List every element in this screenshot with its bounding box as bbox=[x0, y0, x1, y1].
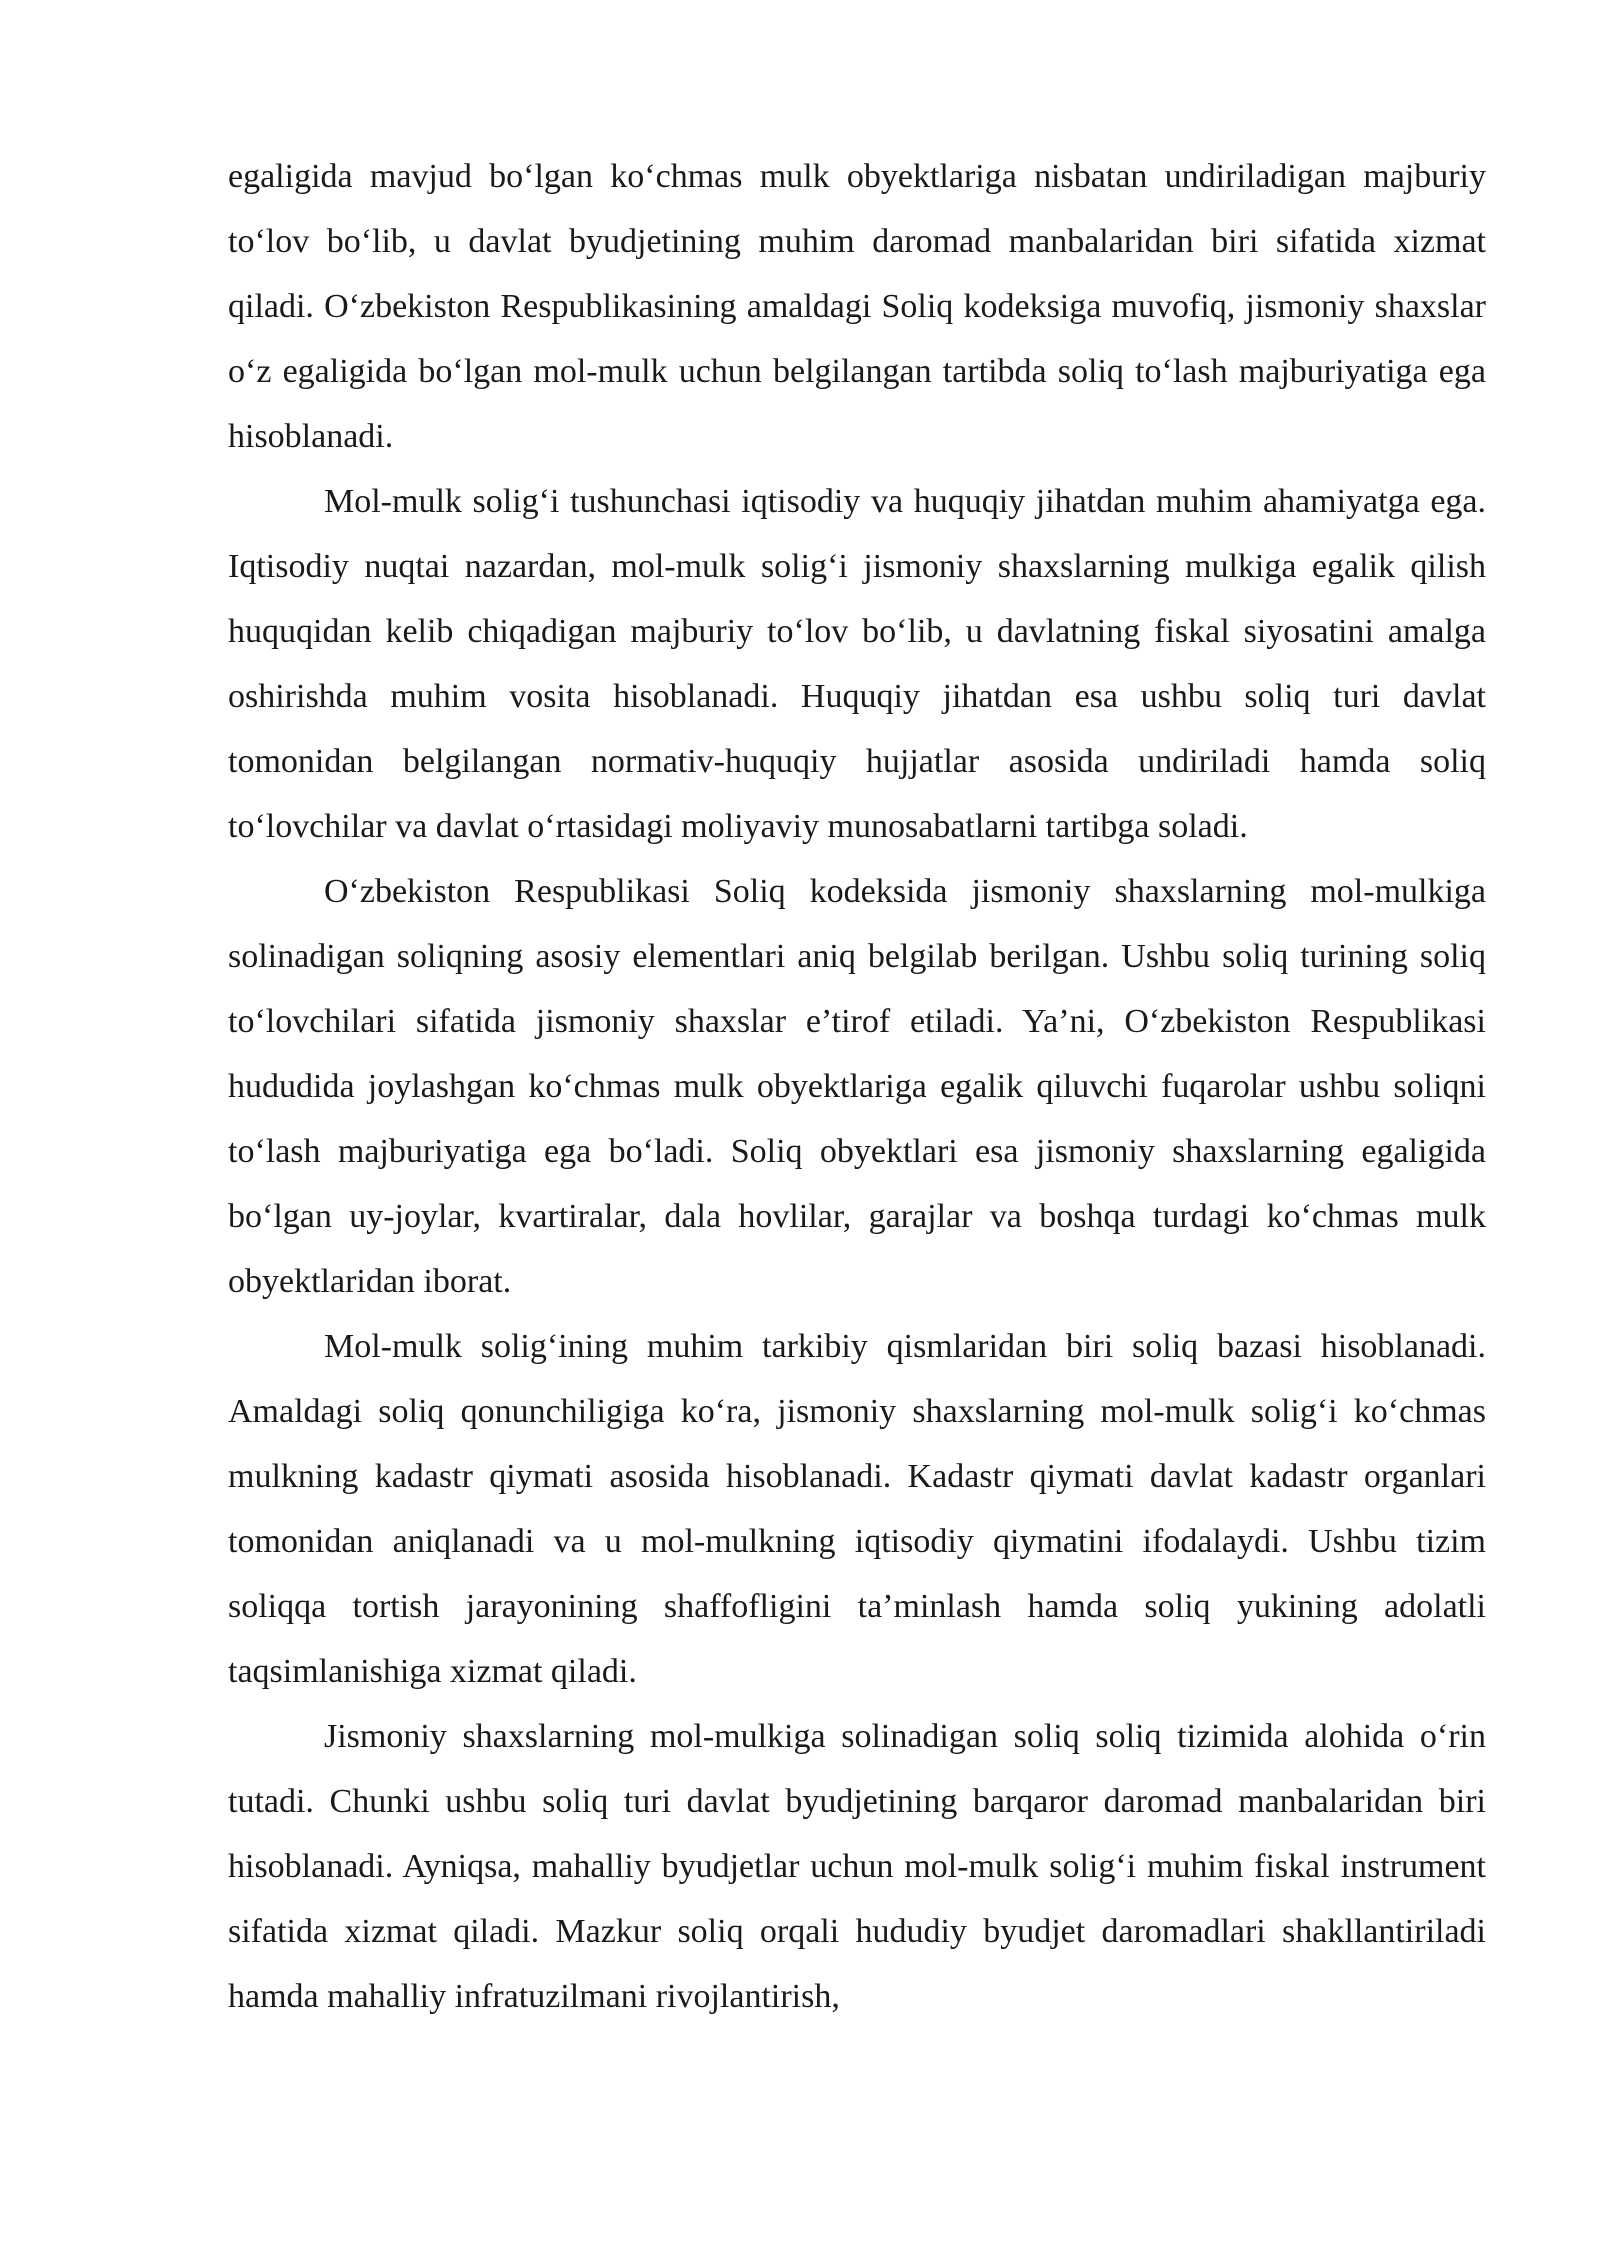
document-page bbox=[228, 144, 1486, 2029]
paragraph-4: Mol-mulk solig‘ining muhim tarkibiy qismlaridan biri soliq bazasi hisoblanadi. Amaldagi soliq qonunchiligiga ko‘ra, jismoniy shaxslarning mol-mulk solig‘i ko‘chmas mulkning kadastr qiymati asosida hisoblanadi. Kadastr qiymati davlat kadastr organlari tomonidan aniqlanadi va u mol-mulkning iqtisodiy qiymatini ifodalaydi. Ushbu tizim soliqqa tortish jarayonining shaffofligini ta’minlash hamda soliq yukining adolatli taqsimlanishiga xizmat qiladi. bbox=[228, 1328, 1486, 1690]
paragraph-2: Mol-mulk solig‘i tushunchasi iqtisodiy va huquqiy jihatdan muhim ahamiyatga ega. Iqtisodiy nuqtai nazardan, mol-mulk solig‘i jismoniy shaxslarning mulkiga egalik qilish huquqidan kelib chiqadigan majburiy to‘lov bo‘lib, u davlatning fiskal siyosatini amalga oshirishda muhim vosita hisoblanadi. Huquqiy jihatdan esa ushbu soliq turi davlat tomonidan belgilangan normativ-huquqiy hujjatlar asosida undiriladi hamda soliq to‘lovchilar va davlat o‘rtasidagi moliyaviy munosabatlarni tartibga soladi. bbox=[228, 483, 1486, 845]
paragraph-3: O‘zbekiston Respublikasi Soliq kodeksida jismoniy shaxslarning mol-mulkiga solinadigan soliqning asosiy elementlari aniq belgilab berilgan. Ushbu soliq turining soliq to‘lovchilari sifatida jismoniy shaxslar e’tirof etiladi. Ya’ni, O‘zbekiston Respublikasi hududida joylashgan ko‘chmas mulk obyektlariga egalik qiluvchi fuqarolar ushbu soliqni to‘lash majburiyatiga ega bo‘ladi. Soliq obyektlari esa jismoniy shaxslarning egaligida bo‘lgan uy-joylar, kvartiralar, dala hovlilar, garajlar va boshqa turdagi ko‘chmas mulk obyektlaridan iborat. bbox=[228, 873, 1486, 1300]
paragraph-5: Jismoniy shaxslarning mol-mulkiga solinadigan soliq soliq tizimida alohida o‘rin tutadi. Chunki ushbu soliq turi davlat byudjetining barqaror daromad manbalaridan biri hisoblanadi. Ayniqsa, mahalliy byudjetlar uchun mol-mulk solig‘i muhim fiskal instrument sifatida xizmat qiladi. Mazkur soliq orqali hududiy byudjet daromadlari shakllantiriladi hamda mahalliy infratuzilmani rivojlantirish, bbox=[228, 1718, 1486, 2015]
paragraph-1: egaligida mavjud bo‘lgan ko‘chmas mulk obyektlariga nisbatan undiriladigan majburiy to‘lov bo‘lib, u davlat byudjetining muhim daromad manbalaridan biri sifatida xizmat qiladi. O‘zbekiston Respublikasining amaldagi Soliq kodeksiga muvofiq, jismoniy shaxslar o‘z egaligida bo‘lgan mol-mulk uchun belgilangan tartibda soliq to‘lash majburiyatiga ega hisoblanadi. bbox=[228, 158, 1486, 455]
